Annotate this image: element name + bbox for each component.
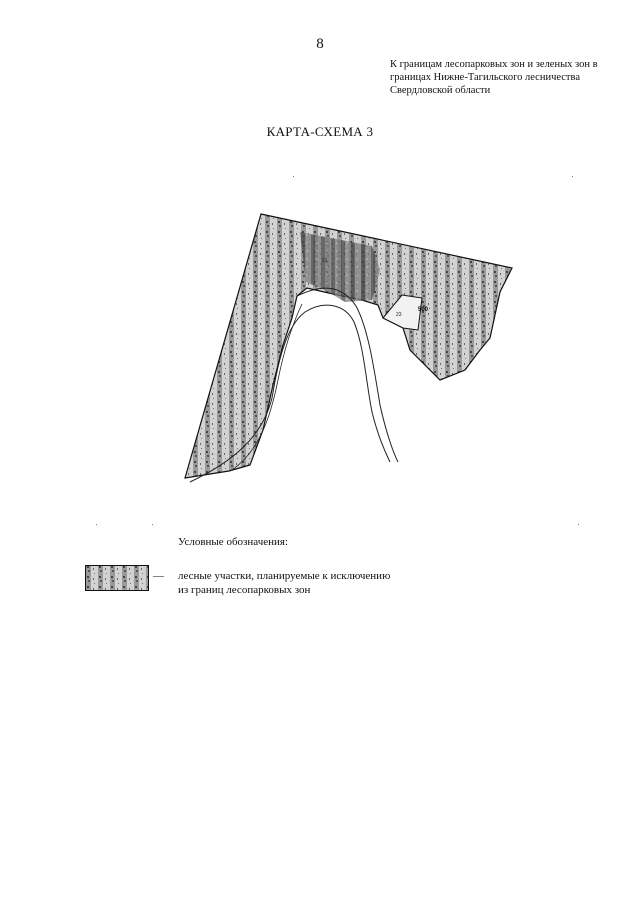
map-title: КАРТА-СХЕМА 3 (266, 124, 374, 139)
legend-item (178, 569, 390, 597)
annex-line: К границам лесопарковых зон и зеленых зон в (390, 59, 598, 70)
page-number: 8 (316, 36, 324, 52)
legend-item-line: лесные участки, планируемые к исключению (178, 570, 391, 582)
legend-swatch (85, 565, 149, 591)
legend-dash: — (153, 570, 164, 582)
scan-speck (96, 524, 97, 525)
scan-speck (293, 176, 294, 177)
scan-speck (152, 524, 153, 525)
parcel-label: 500 (418, 307, 429, 313)
scan-speck (572, 176, 573, 177)
parcel-label: 13 (322, 258, 328, 264)
annex-line: Свердловской области (390, 85, 491, 96)
legend-title: Условные обозначения: (178, 536, 289, 548)
annex-line: границах Нижне-Тагильского лесничества (390, 72, 580, 83)
parcel-label: 23 (396, 312, 402, 318)
scan-speck (578, 524, 579, 525)
legend-item-line: из границ лесопарковых зон (178, 584, 311, 596)
